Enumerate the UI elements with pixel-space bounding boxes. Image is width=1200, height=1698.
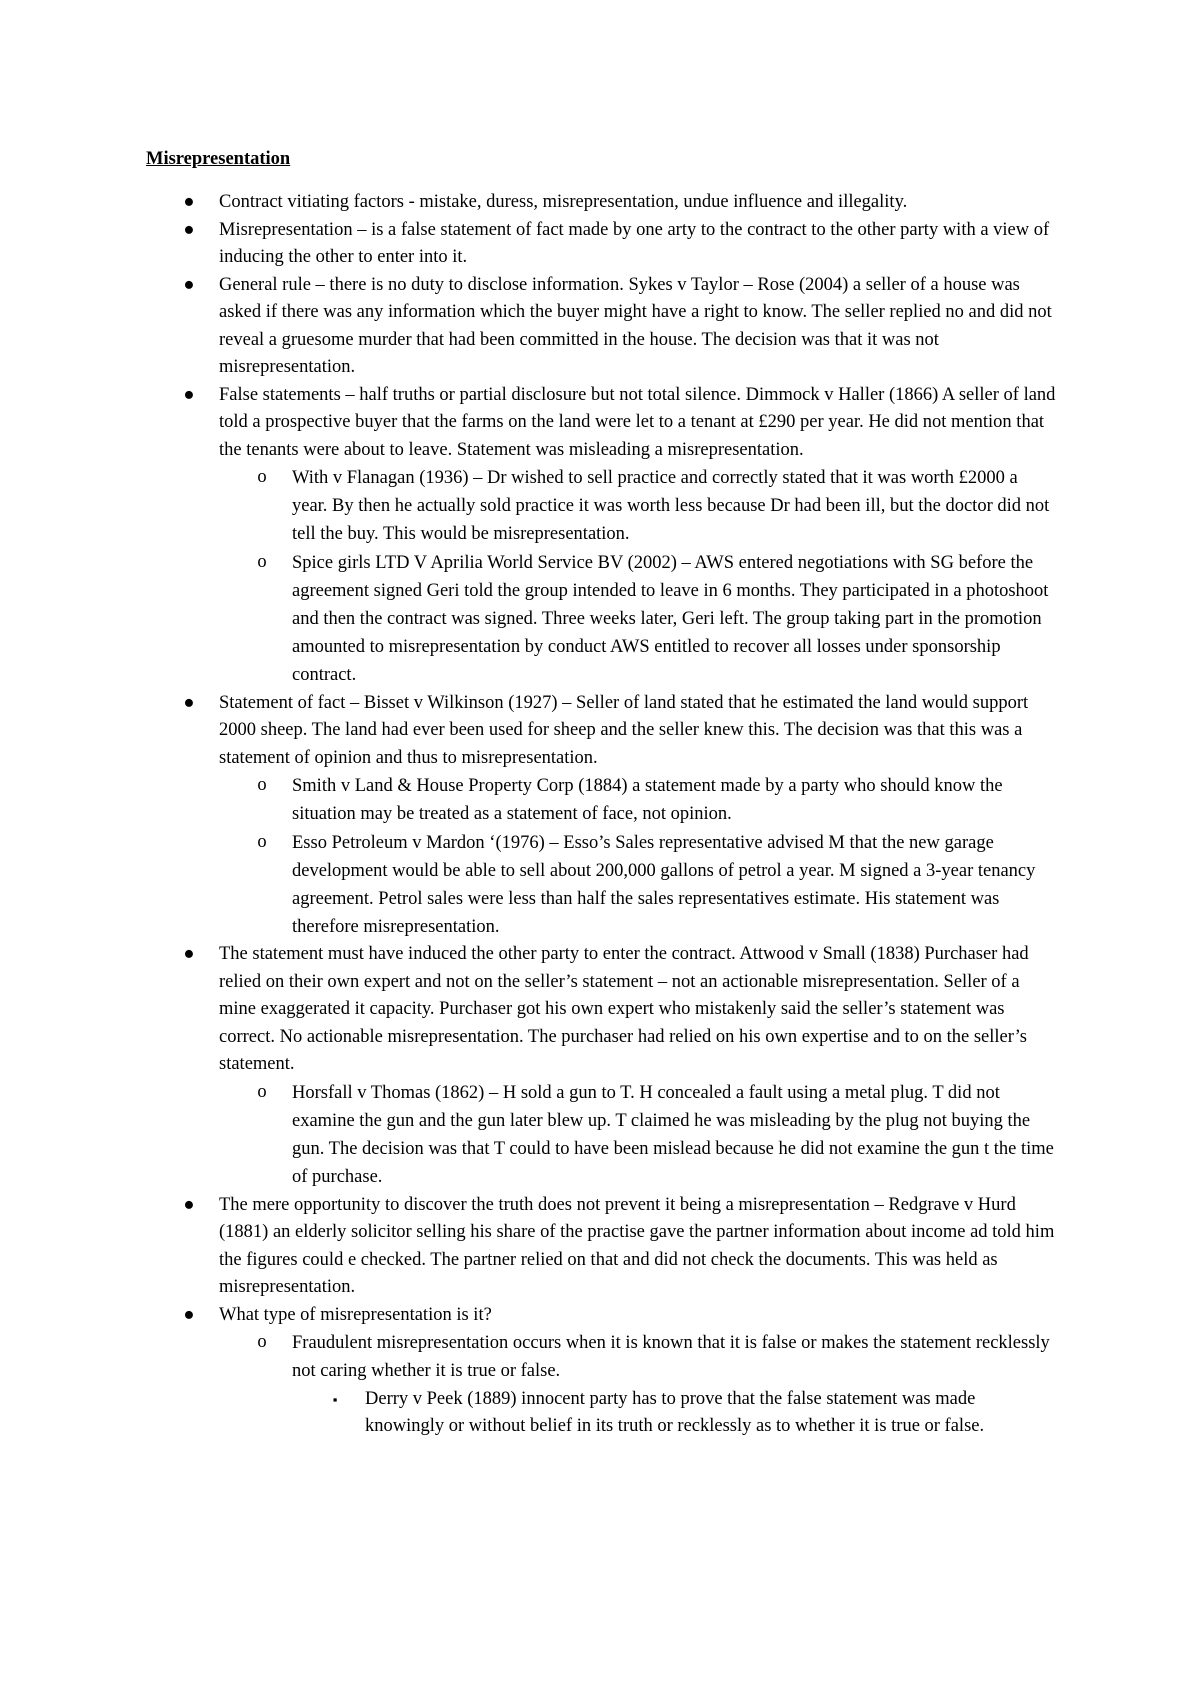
item-text: False statements – half truths or partial disclosure but not total silence. Dimmock v Haller (1866) A seller of land told a prospective buyer that the farms on the land were let to a tenant at £290 per year. He did not mention that the tenants were about to leave. Statement was misleading a misrepresentation. [219,384,1056,460]
sub-list [219,1079,1056,1192]
bullet-icon: ● [183,274,195,295]
sub-item-text: With v Flanagan (1936) – Dr wished to sell practice and correctly stated that it was worth £2000 a year. By then he actually sold practice it was worth less because Dr had been ill, but the doctor did not tell the buy. This would be misrepresentation. [292,468,1050,545]
list-item [146,1302,1056,1441]
bullet-icon: ● [183,1304,195,1325]
sub-item-text: Esso Petroleum v Mardon ‘(1976) – Esso’s Sales representative advised M that the new garage development would be able to sell about 200,000 gallons of petrol a year. M signed a 3-year tenancy agreement. Petrol sales were less than half the sales representatives estimate. His statement was therefore misrepresentation. [292,832,1036,938]
list-item [146,217,1056,272]
sub-item-text: Smith v Land & House Property Corp (1884) a statement made by a party who should know the situation may be treated as a statement of face, not opinion. [292,776,1003,825]
sub-list [219,1329,1056,1440]
sub-list [219,772,1056,941]
square-bullet-icon: ▪ [332,1391,338,1407]
sub-item-text: Horsfall v Thomas (1862) – H sold a gun to T. H concealed a fault using a metal plug. T did not examine the gun and the gun later blew up. T claimed he was misleading by the plug not buying the gun. The decision was that T could to have been mislead because he did not examine the gun t the time of purchase. [292,1082,1054,1188]
sub-item-text: Spice girls LTD V Aprilia World Service BV (2002) – AWS entered negotiations with SG before the agreement signed Geri told the group intended to leave in 6 months. They participated in a photoshoot and then the contract was signed. Three weeks later, Geri left. The group taking part in the promotion amounted to misrepresentation by conduct AWS entitled to recover all losses under sponsorship contract. [292,552,1049,686]
bullet-icon: ● [183,219,195,240]
bullet-list [146,189,1056,1441]
circle-bullet-icon: o [257,467,267,487]
sub-list-item [219,1329,1056,1440]
sub-list-item [219,829,1056,942]
circle-bullet-icon: o [257,1332,267,1353]
sub-sub-list [292,1386,1056,1441]
circle-bullet-icon: o [257,775,267,796]
bullet-icon: ● [183,692,195,713]
item-text: Statement of fact – Bisset v Wilkinson (1927) – Seller of land stated that he estimated the land would support 2000 sheep. The land had ever been used for sheep and the seller knew this. The decision was that this was a statement of opinion and thus to misrepresentation. [219,692,1029,768]
list-item [146,1192,1056,1302]
item-text: Contract vitiating factors - mistake, duress, misrepresentation, undue influence and illegality. [219,192,908,212]
sub-sub-list-item [292,1386,1056,1441]
item-text: The statement must have induced the other party to enter the contract. Attwood v Small (1838) Purchaser had relied on their own expert and not on the seller’s statement – not an actionable misrepresentation. Seller of a mine exaggerated it capacity. Purchaser got his own expert who mistakenly said the seller’s statement was correct. No actionable misrepresentation. The purchaser had relied on his own expertise and to on the seller’s statement. [219,944,1029,1075]
list-item [146,189,1056,217]
bullet-icon: ● [183,1194,195,1215]
list-item [146,941,1056,1191]
circle-bullet-icon: o [257,831,267,852]
sub-item-text: Fraudulent misrepresentation occurs when it is known that it is false or makes the statement recklessly not caring whether it is true or false. [292,1333,1050,1382]
sub-sub-item-text: Derry v Peek (1889) innocent party has to prove that the false statement was made knowingly or without belief in its truth or recklessly as to whether it is true or false. [365,1388,985,1437]
item-text: What type of misrepresentation is it? [219,1304,492,1325]
list-item [146,382,1056,690]
list-item [146,272,1056,382]
sub-list-item [219,549,1056,690]
sub-list [219,464,1056,690]
circle-bullet-icon: o [257,551,267,572]
circle-bullet-icon: o [257,1081,267,1102]
list-item [146,690,1056,942]
sub-list-item [219,464,1056,549]
item-text: Misrepresentation – is a false statement of fact made by one arty to the contract to the other party with a view of inducing the other to enter into it. [219,219,1050,267]
item-text: The mere opportunity to discover the truth does not prevent it being a misrepresentation – Redgrave v Hurd (1881) an elderly solicitor selling his share of the practise gave the partner information about income ad told him the figures could e checked. The partner relied on that and did not check the documents. This was held as misrepresentation. [219,1194,1055,1298]
sub-list-item [219,772,1056,828]
item-text: General rule – there is no duty to disclose information. Sykes v Taylor – Rose (2004) a seller of a house was asked if there was any information which the buyer might have a right to know. The seller replied no and did not reveal a gruesome murder that had been committed in the house. The decision was that it was not misrepresentation. [219,274,1052,377]
page-title: Misrepresentation [146,149,291,169]
sub-list-item [219,1079,1056,1192]
bullet-icon: ● [183,384,195,405]
bullet-icon: ● [183,192,195,212]
bullet-icon: ● [183,944,195,965]
